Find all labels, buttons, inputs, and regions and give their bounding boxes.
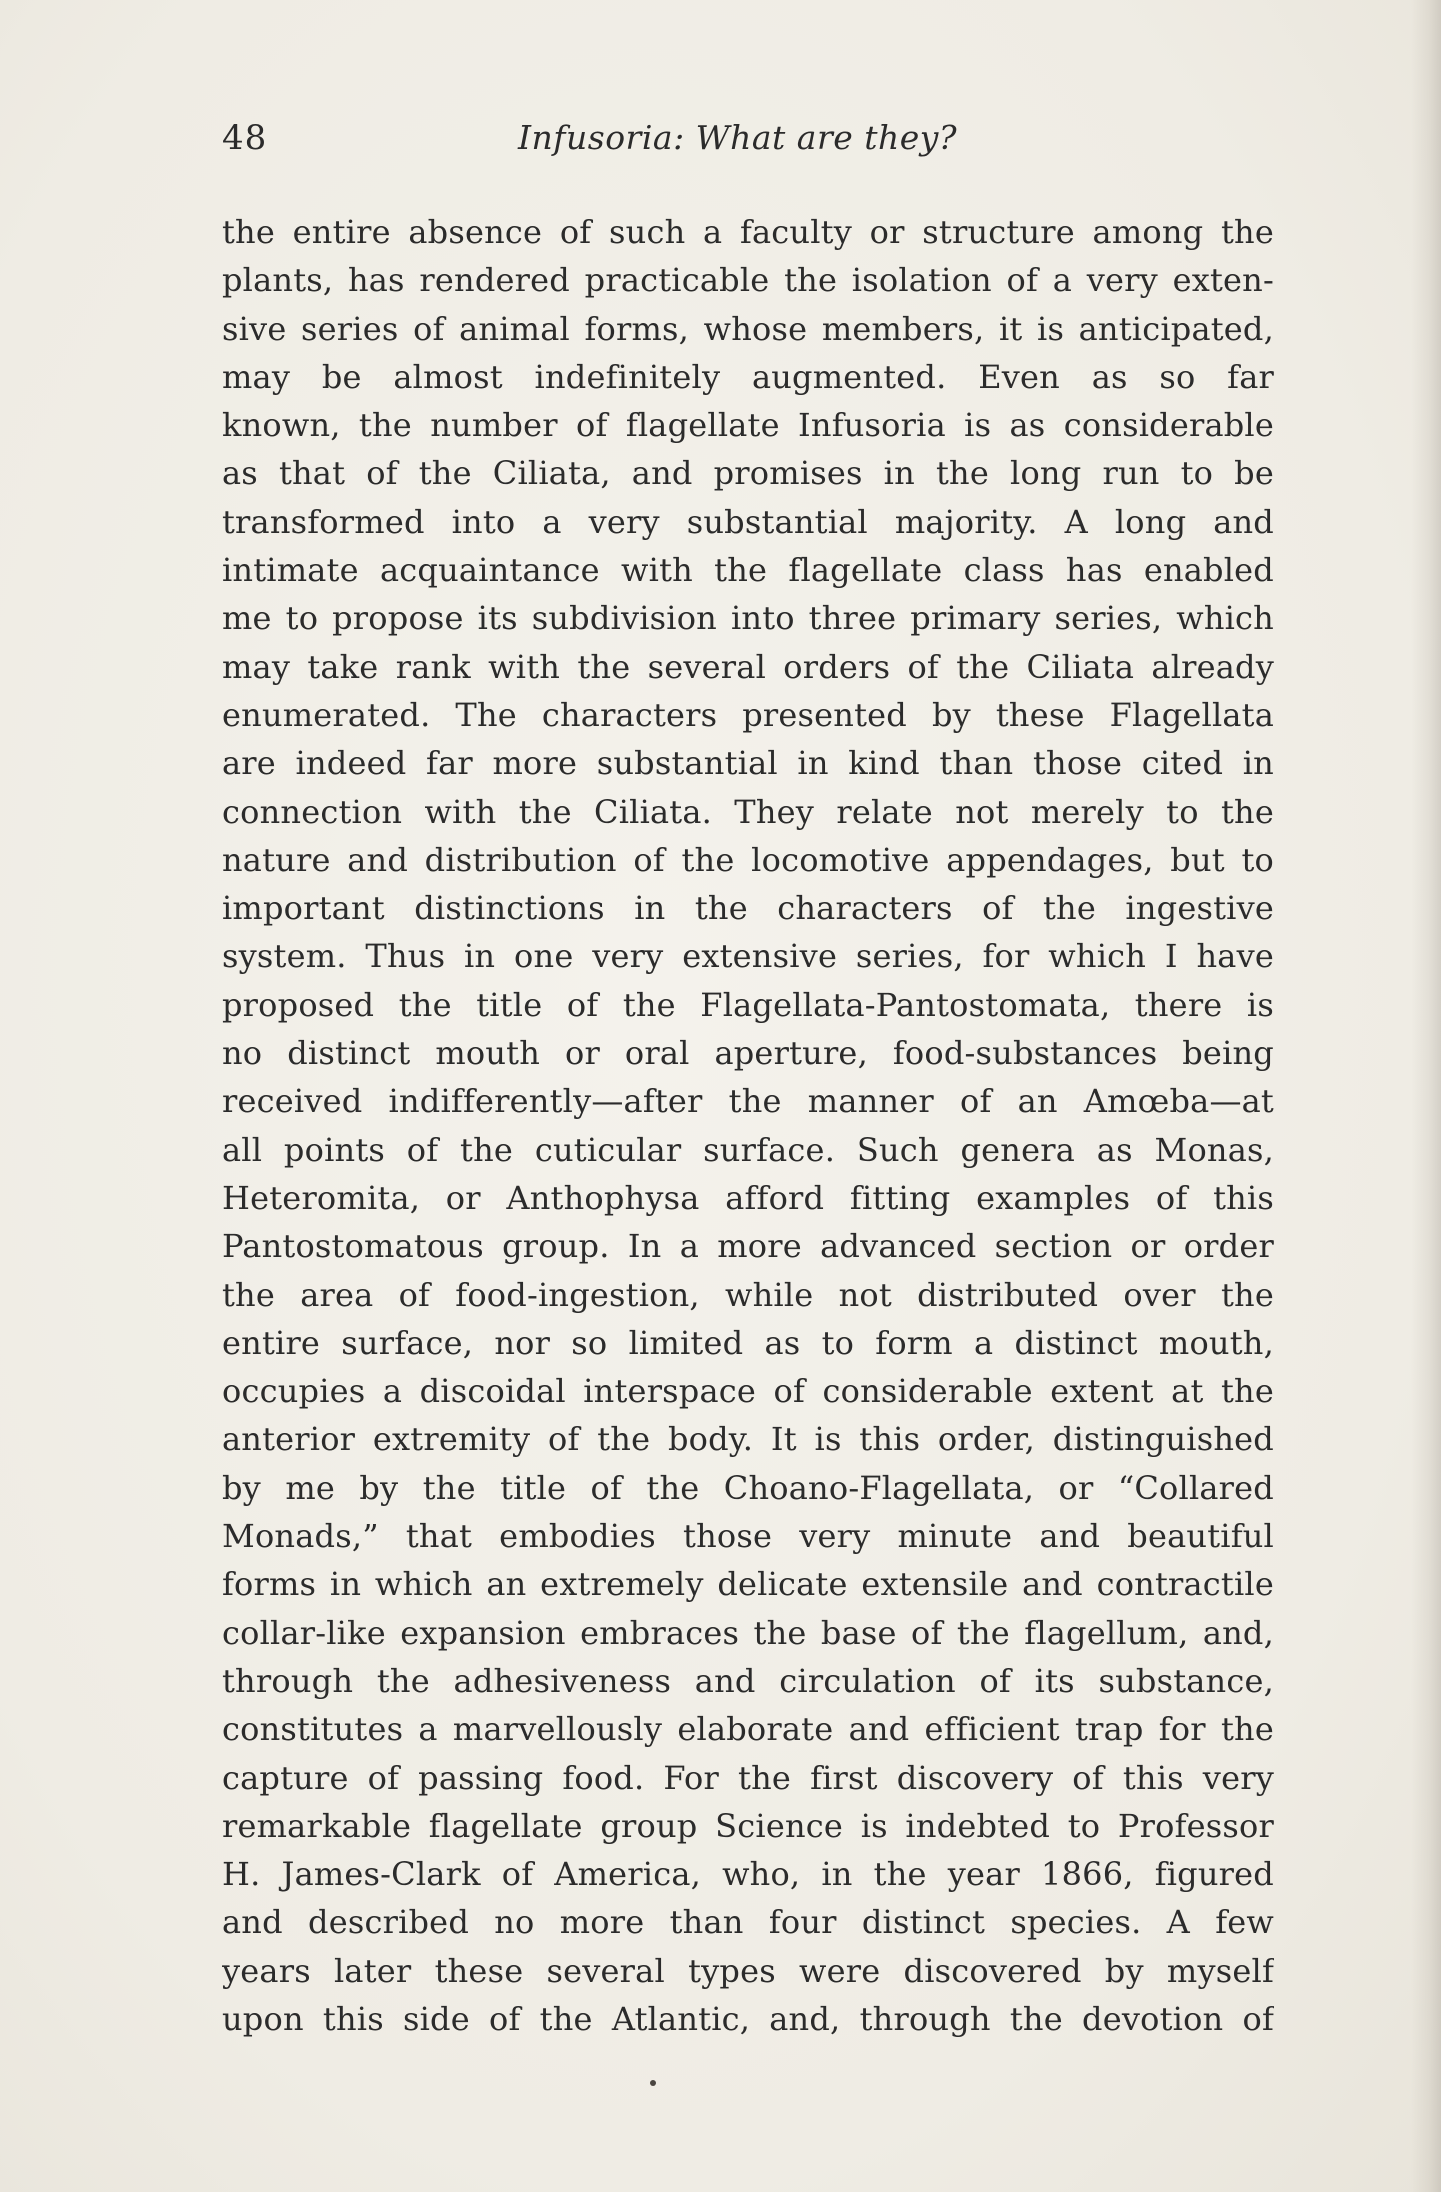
text-line: plants, has rendered practicable the isolation of a very exten- [222, 261, 1274, 300]
text-line: constitutes a marvellously elaborate and efficient trap for the [222, 1710, 1274, 1749]
text-line: system. Thus in one very extensive series, for which I have [222, 937, 1274, 976]
text-line: me to propose its subdivision into three primary series, which [222, 599, 1274, 638]
text-line: intimate acquaintance with the flagellate class has enabled [222, 551, 1274, 590]
text-line: collar-like expansion embraces the base of the flagellum, and, [222, 1613, 1274, 1652]
page-number: 48 [222, 118, 268, 158]
text-line: important distinctions in the characters of the ingestive [222, 889, 1274, 928]
text-line: enumerated. The characters presented by these Flagellata [222, 695, 1274, 734]
text-line: known, the number of flagellate Infusoria is as considerable [222, 406, 1274, 445]
text-line: as that of the Ciliata, and promises in the long run to be [222, 454, 1274, 493]
text-line: received indifferently—after the manner of an Amœba—at [222, 1082, 1274, 1121]
text-line: Monads,” that embodies those very minute and beautiful [222, 1517, 1274, 1556]
text-line: by me by the title of the Choano-Flagellata, or “Collared [222, 1468, 1274, 1507]
text-line: Pantostomatous group. In a more advanced section or order [222, 1227, 1274, 1266]
text-line: Heteromita, or Anthophysa afford fitting examples of this [222, 1178, 1274, 1217]
text-line: are indeed far more substantial in kind than those cited in [222, 744, 1274, 783]
text-line: sive series of animal forms, whose members, it is anticipated, [222, 309, 1274, 348]
text-line: transformed into a very substantial majority. A long and [222, 502, 1274, 541]
text-line: through the adhesiveness and circulation of its substance, [222, 1661, 1274, 1700]
text-line: the entire absence of such a faculty or structure among the [222, 213, 1274, 251]
text-line: H. James-Clark of America, who, in the year 1866, figured [222, 1855, 1274, 1894]
body-text [222, 208, 1274, 2043]
text-line: upon this side of the Atlantic, and, through the devotion of [222, 1999, 1274, 2038]
text-line: may be almost indefinitely augmented. Even as so far [222, 357, 1274, 396]
text-line: no distinct mouth or oral aperture, food-substances being [222, 1034, 1274, 1073]
text-line: all points of the cuticular surface. Such genera as Monas, [222, 1130, 1274, 1169]
text-line: years later these several types were discovered by myself [222, 1951, 1274, 1990]
text-line: proposed the title of the Flagellata-Pantostomata, there is [222, 985, 1274, 1024]
text-line: capture of passing food. For the first discovery of this very [222, 1758, 1274, 1797]
text-line: and described no more than four distinct species. A few [222, 1903, 1274, 1942]
ink-speck [650, 2080, 656, 2086]
running-title: Infusoria: What are they? [518, 118, 958, 157]
text-line: nature and distribution of the locomotive appendages, but to [222, 840, 1274, 879]
text-line: entire surface, nor so limited as to form a distinct mouth, [222, 1323, 1274, 1362]
text-line: anterior extremity of the body. It is this order, distinguished [222, 1420, 1274, 1459]
text-line: may take rank with the several orders of the Ciliata already [222, 647, 1274, 686]
page-edge-shadow [1411, 0, 1441, 2192]
page-header [222, 118, 1272, 168]
text-line: remarkable flagellate group Science is indebted to Professor [222, 1806, 1274, 1845]
text-line: forms in which an extremely delicate extensile and contractile [222, 1565, 1274, 1604]
text-line: connection with the Ciliata. They relate not merely to the [222, 792, 1274, 831]
text-line: occupies a discoidal interspace of considerable extent at the [222, 1372, 1274, 1411]
text-line: the area of food-ingestion, while not distributed over the [222, 1275, 1274, 1314]
